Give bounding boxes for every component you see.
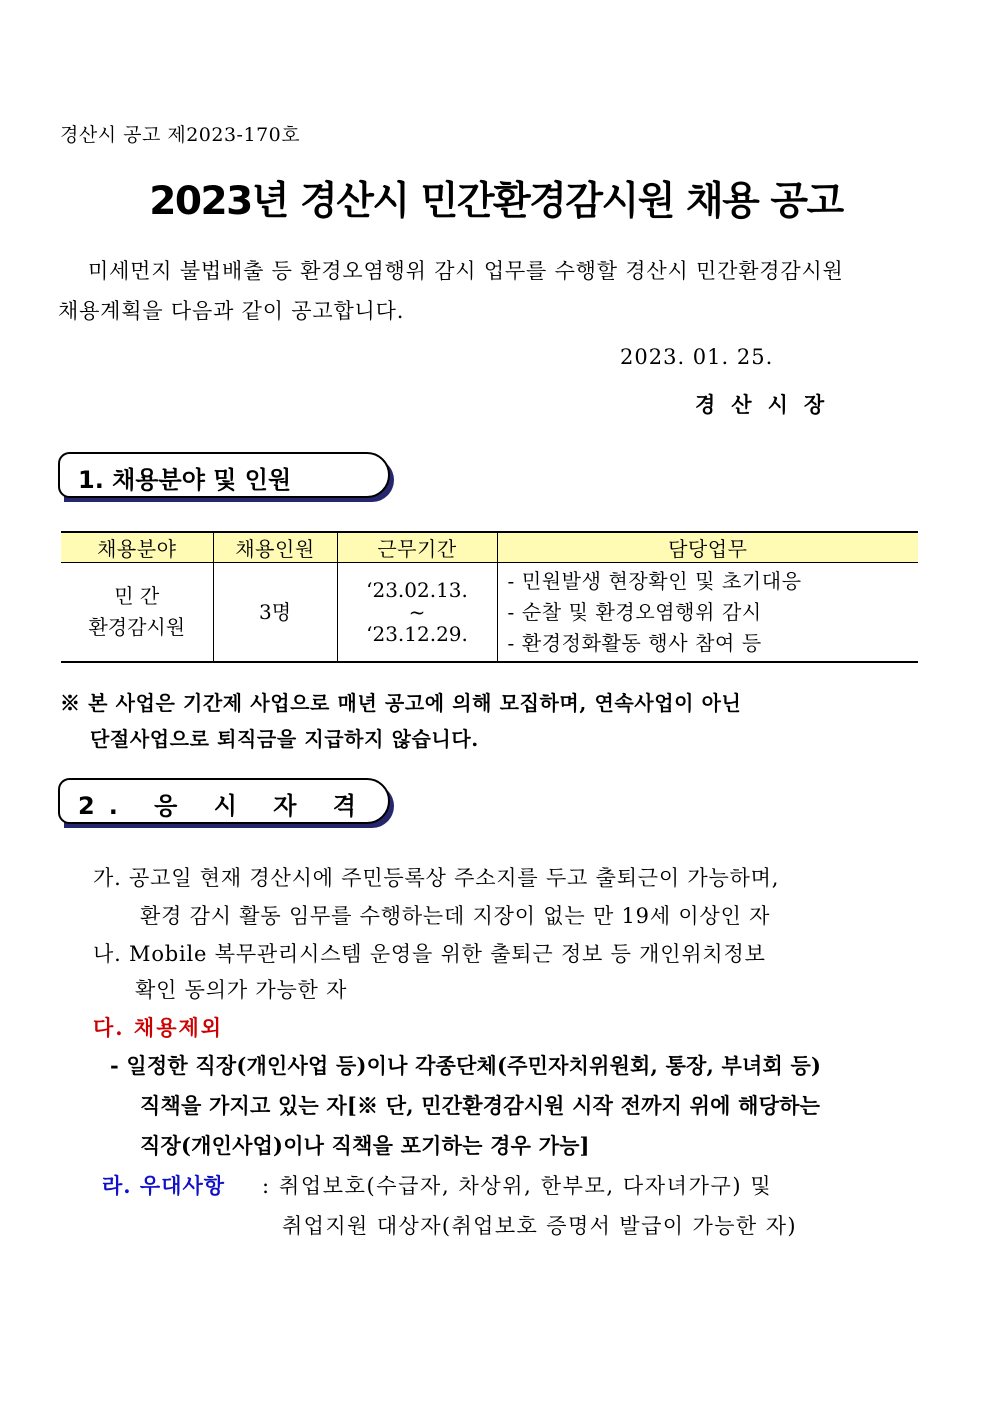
section-heading-label: 2. 응 시 자 격 [78,792,370,820]
count-cell: 3명 [213,563,337,663]
period-start: ‘23.02.13. [366,578,468,602]
period-cell [337,563,497,663]
qualification-a-line-2: 환경 감시 활동 임무를 수행하는데 지장이 없는 만 19세 이상인 자 [140,904,771,928]
issuer-name: 경산시장 [695,392,841,417]
column-header-count: 채용인원 [213,532,337,563]
preference-label: 라. 우대사항 [102,1173,226,1198]
duties-cell [497,563,918,663]
notice-remark-line-2: 단절사업으로 퇴직금을 지급하지 않습니다. [90,727,479,751]
section-heading-label: 1. 채용분야 및 인원 [78,466,292,494]
intro-text-line-2: 채용계획을 다음과 같이 공고합니다. [58,299,405,323]
exclusion-label: 다. 채용제외 [93,1015,224,1040]
recruitment-table [61,531,918,663]
exclusion-line-3: 직장(개인사업)이나 직책을 포기하는 경우 가능] [140,1133,590,1158]
duty-item: - 순찰 및 환경오염행위 감시 [507,599,762,624]
period-separator: ~ [408,600,426,624]
duty-item: - 민원발생 현장확인 및 초기대응 [507,568,802,593]
preference-line-2: 취업지원 대상자(취업보호 증명서 발급이 가능한 자) [282,1214,797,1238]
notice-remark-line-1: ※ 본 사업은 기간제 사업으로 매년 공고에 의해 모집하며, 연속사업이 아닌 [60,691,742,715]
field-line-1: 민 간 [114,584,160,608]
notice-number: 경산시 공고 제2023-170호 [60,124,301,146]
page-title: 2023년 경산시 민간환경감시원 채용 공고 [149,179,843,224]
column-header-duties: 담당업무 [497,532,918,563]
field-cell [61,563,213,663]
qualification-a-line-1: 가. 공고일 현재 경산시에 주민등록상 주소지를 두고 출퇴근이 가능하며, [93,866,780,890]
qualification-b-line-2: 확인 동의가 가능한 자 [135,978,348,1002]
table-row [61,563,918,663]
intro-text-line-1: 미세먼지 불법배출 등 환경오염행위 감시 업무를 수행할 경산시 민간환경감시원 [88,259,844,283]
qualification-b-line-1: 나. Mobile 복무관리시스템 운영을 위한 출퇴근 정보 등 개인위치정보 [93,942,766,966]
preference-line-1: : 취업보호(수급자, 차상위, 한부모, 다자녀가구) 및 [262,1174,773,1198]
notice-date: 2023. 01. 25. [620,345,774,369]
field-line-2: 환경감시원 [88,615,186,639]
column-header-period: 근무기간 [337,532,497,563]
exclusion-line-1: - 일정한 직장(개인사업 등)이나 각종단체(주민자치위원회, 통장, 부녀회 등) [110,1053,822,1078]
table-header-row [61,532,918,563]
period-end: ‘23.12.29. [366,622,468,646]
section-heading-qualifications [58,778,398,830]
column-header-field: 채용분야 [61,532,213,563]
duty-item: - 환경정화활동 행사 참여 등 [507,630,762,655]
exclusion-line-2: 직책을 가지고 있는 자[※ 단, 민간환경감시원 시작 전까지 위에 해당하는 [140,1093,821,1118]
section-heading-recruitment [58,452,398,504]
